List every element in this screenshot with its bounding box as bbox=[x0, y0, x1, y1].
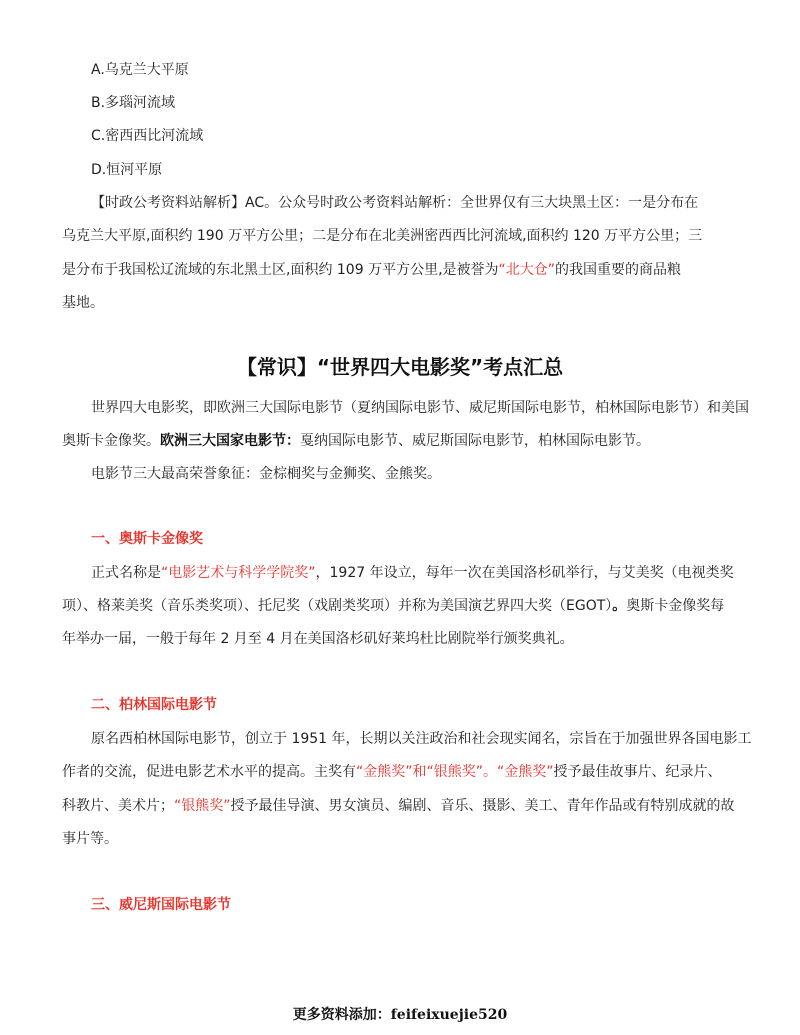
oscar-line-2-text: 项）、格莱美奖（音乐类奖项）、托尼奖（戏剧类奖项）并称为美国演艺界四大奖（EGOT） bbox=[62, 598, 613, 614]
option-c: C.密西西比河流域 bbox=[91, 128, 204, 144]
footer-note: 更多资料添加：feifeixuejie520 bbox=[292, 1007, 508, 1023]
berlin-line-4: 事片等。 bbox=[62, 831, 118, 847]
oscar-line-1 bbox=[91, 563, 734, 583]
intro-line-1: 世界四大电影奖，即欧洲三大国际电影节（夏纳国际电影节、威尼斯国际电影节，柏林国际电影节）和美国 bbox=[91, 400, 749, 416]
berlin-line-2-text: 作者的交流，促进电影艺术水平的提高。主奖有 bbox=[62, 764, 356, 780]
analysis-line-3-text: 是分布于我国松辽流域的东北黑土区,面积约 109 万平方公里,是被誉为 bbox=[62, 262, 499, 278]
berlin-line-3-tail: 授予最佳导演、男女演员、编剧、音乐、摄影、美工、青年作品或有特别成就的故 bbox=[230, 798, 735, 814]
oscar-line-2-bold: 。 bbox=[612, 598, 627, 614]
silver-bear-repeat: “银熊奖” bbox=[174, 798, 231, 814]
section-heading: 【常识】“世界四大电影奖”考点汇总 bbox=[236, 355, 564, 379]
berlin-line-3 bbox=[62, 796, 735, 816]
golden-bear-repeat: 。“金熊奖” bbox=[483, 764, 554, 780]
berlin-line-1: 原名西柏林国际电影节，创立于 1951 年，长期以关注政治和社会现实闻名，宗旨在于加强世界各国电影工 bbox=[91, 731, 752, 747]
oscar-line-1-tail: ，1927 年设立，每年一次在美国洛杉矶举行，与艾美奖（电视类奖 bbox=[315, 565, 734, 581]
section-oscar-title: 一、奥斯卡金像奖 bbox=[91, 531, 203, 547]
berlin-line-2-and: 和 bbox=[412, 764, 427, 780]
oscar-line-1-text: 正式名称是 bbox=[91, 565, 161, 581]
oscar-line-3: 年举办一届，一般于每年 2 月至 4 月在美国洛杉矶好莱坞杜比剧院举行颁奖典礼。 bbox=[62, 631, 574, 647]
section-venice-title: 三、威尼斯国际电影节 bbox=[91, 897, 231, 913]
oscar-official-name: “电影艺术与科学学院奖” bbox=[161, 565, 316, 581]
analysis-line-3 bbox=[62, 260, 681, 280]
intro-line-2 bbox=[62, 431, 650, 451]
intro-line-2-text: 奥斯卡金像奖。 bbox=[62, 433, 160, 449]
option-d: D.恒河平原 bbox=[91, 162, 163, 178]
oscar-line-2-tail: 奥斯卡金像奖每 bbox=[626, 598, 725, 614]
intro-bold-label: 欧洲三大国家电影节： bbox=[160, 433, 300, 449]
berlin-line-3-text: 科教片、美术片； bbox=[62, 798, 174, 814]
option-a: A.乌克兰大平原 bbox=[91, 62, 189, 78]
analysis-line-1: 【时政公考资料站解析】AC。公众号时政公考资料站解析：全世界仅有三大块黑土区：一是分布在 bbox=[91, 195, 699, 211]
intro-line-3: 电影节三大最高荣誉象征：金棕榈奖与金狮奖、金熊奖。 bbox=[91, 466, 441, 482]
berlin-line-2 bbox=[62, 762, 722, 782]
analysis-line-3-tail: 的我国重要的商品粮 bbox=[555, 262, 682, 278]
golden-bear: “金熊奖” bbox=[356, 764, 413, 780]
highlight-beidacang: “北大仓” bbox=[498, 262, 556, 278]
silver-bear: “银熊奖” bbox=[426, 764, 484, 780]
analysis-line-2: 乌克兰大平原,面积约 190 万平方公里；二是分布在北美洲密西西比河流域,面积约 120 万平方公里；三 bbox=[62, 228, 703, 244]
oscar-line-2 bbox=[62, 596, 724, 616]
intro-line-2-tail: 戛纳国际电影节、威尼斯国际电影节，柏林国际电影节。 bbox=[300, 433, 650, 449]
analysis-line-4: 基地。 bbox=[62, 295, 104, 311]
berlin-line-2-tail: 授予最佳故事片、纪录片、 bbox=[553, 764, 722, 780]
option-b: B.多瑙河流域 bbox=[91, 95, 176, 111]
section-berlin-title: 二、柏林国际电影节 bbox=[91, 697, 217, 713]
